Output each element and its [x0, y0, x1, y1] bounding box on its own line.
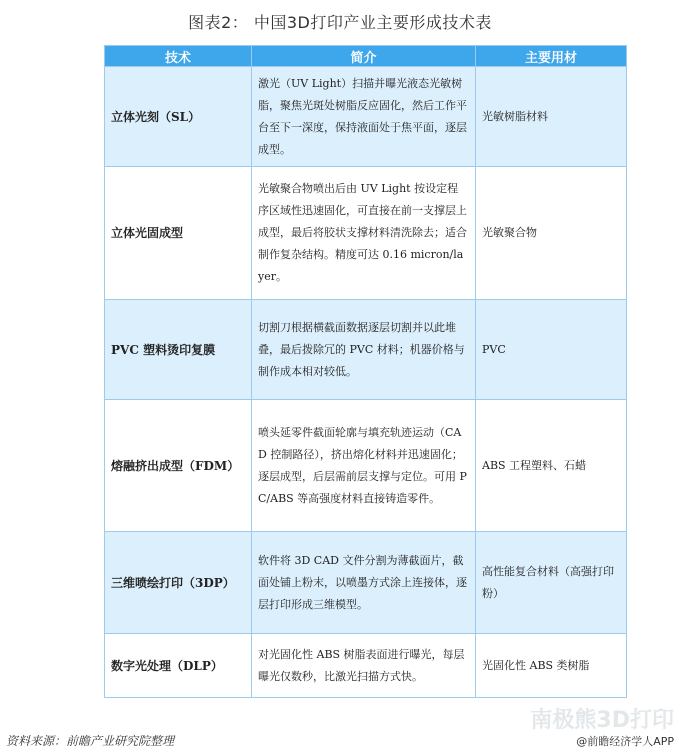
table-row: [105, 400, 627, 532]
cell-material: 光敏聚合物: [476, 167, 627, 300]
page-title: 图表2： 中国3D打印产业主要形成技术表: [188, 13, 492, 32]
source-note: 资料来源：前瞻产业研究院整理: [6, 734, 175, 748]
cell-material: 光固化性 ABS 类树脂: [476, 634, 627, 698]
cell-desc: 软件将 3D CAD 文件分割为薄截面片，截面处铺上粉末，以喷墨方式涂上连接体，逐层打印形成三维模型。: [252, 532, 476, 634]
cell-tech: 数字光处理（DLP）: [105, 634, 252, 698]
footer: [0, 702, 680, 753]
table-container: [104, 45, 626, 698]
cell-tech: 熔融挤出成型（FDM）: [105, 400, 252, 532]
cell-tech: 立体光固成型: [105, 167, 252, 300]
cell-desc: 对光固化性 ABS 树脂表面进行曝光，每层曝光仅数秒，比激光扫描方式快。: [252, 634, 476, 698]
cell-desc: 激光（UV Light）扫描并曝光液态光敏树脂，聚焦光斑处树脂反应固化，然后工作平台至下一深度，保持液面处于焦平面，逐层成型。: [252, 67, 476, 167]
cell-desc: 光敏聚合物喷出后由 UV Light 按设定程序区域性迅速固化，可直接在前一支撑层上成型，最后将胶状支撑材料清洗除去；适合制作复杂结构。精度可达 0.16 micron/layer。: [252, 167, 476, 300]
cell-tech: 三维喷绘打印（3DP）: [105, 532, 252, 634]
table-row: [105, 67, 627, 167]
table-row: [105, 634, 627, 698]
watermark: 南极熊3D打印: [530, 708, 674, 733]
cell-tech: 立体光刻（SL）: [105, 67, 252, 167]
table-row: [105, 167, 627, 300]
header-tech: 技术: [105, 46, 252, 67]
header-desc: 简介: [252, 46, 476, 67]
table-row: [105, 300, 627, 400]
cell-tech: PVC 塑料烫印复膜: [105, 300, 252, 400]
footer-right: [530, 708, 674, 749]
cell-desc: 切割刀根据横截面数据逐层切割并以此堆叠，最后拨除冗的 PVC 材料；机器价格与制作成本相对较低。: [252, 300, 476, 400]
app-credit: @前瞻经济学人APP: [576, 735, 674, 748]
table-header-row: [105, 46, 627, 67]
cell-material: ABS 工程塑料、石蜡: [476, 400, 627, 532]
cell-material: PVC: [476, 300, 627, 400]
header-material: 主要用材: [476, 46, 627, 67]
cell-desc: 喷头延零件截面轮廓与填充轨迹运动（CAD 控制路径），挤出熔化材料并迅速固化；逐层成型，后层需前层支撑与定位。可用 PC/ABS 等高强度材料直接铸造零件。: [252, 400, 476, 532]
cell-material: 高性能复合材料（高强打印粉）: [476, 532, 627, 634]
table-row: [105, 532, 627, 634]
cell-material: 光敏树脂材料: [476, 67, 627, 167]
technology-table: [104, 45, 627, 698]
